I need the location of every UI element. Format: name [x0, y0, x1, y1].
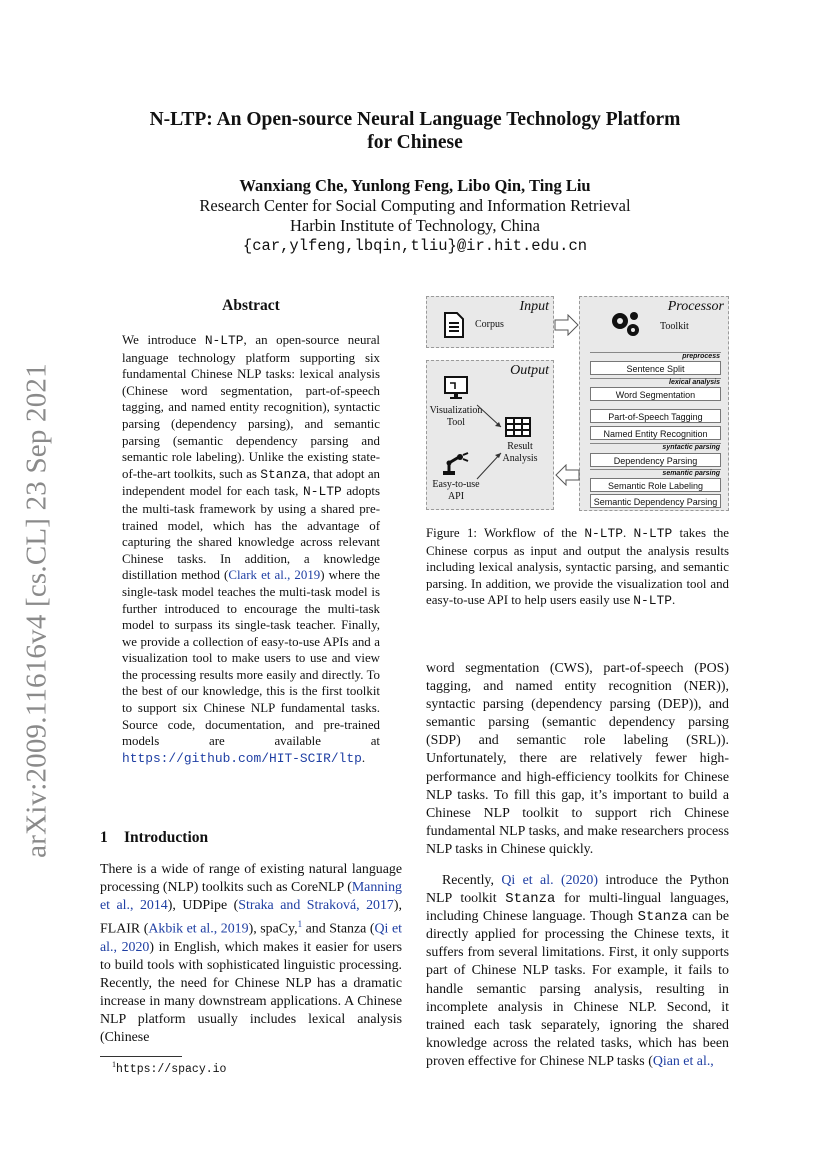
- workflow-figure: [424, 294, 729, 514]
- result-analysis-label: Result Analysis: [502, 441, 538, 464]
- intro-paragraph-continued: word segmentation (CWS), part-of-speech (POS) tagging, and named entity recognition (NER)), syntactic parsing (dependency parsing (DEP)), and semantic parsing (semantic dependency parsing (SDP) and semantic role labeling (SRL)). Unfortunately, there are relatively fewer high-performance and high-efficiency toolkits for Chinese NLP tasks. To fill this gap, it’s important to build a Chinese NLP toolkit to support rich Chinese fundamental NLP tasks, and make researchers process NLP tasks in Chinese quickly.: [426, 661, 729, 857]
- robot-arm-icon: [441, 451, 471, 477]
- task-ner: Named Entity Recognition: [590, 426, 721, 440]
- citation-link[interactable]: Clark et al., 2019: [228, 568, 321, 583]
- citation-link[interactable]: Qian et al.,: [652, 1053, 714, 1069]
- intro-paragraph: There is a wide of range of existing natural language processing (NLP) toolkits such as CoreNLP (Manning et al., 2014), UDPipe (Straka and Straková, 2017), FLAIR (Akbik et al., 2019), spaCy,$^1$ and Stanza (Qi et al., 2020) in English, which makes it easier for users to build tools with sophisticated linguistic processing. Recently, the need for Chinese NLP has a dramatic increase in many downstream applications. A Chinese NLP platform usually includes lexical analysis (Chinese: [100, 862, 403, 1046]
- group-label-semantic: semantic parsing: [662, 470, 720, 477]
- api-label: Easy-to-use API: [432, 479, 480, 502]
- task-semantic-dependency-parsing: Semantic Dependency Parsing: [590, 494, 721, 508]
- corpus-label: Corpus: [475, 319, 504, 330]
- footnote-marker[interactable]: 1: [297, 919, 303, 930]
- right-arrow-icon: [554, 314, 580, 336]
- citation-link[interactable]: Akbik et al., 2019: [148, 921, 249, 937]
- author-names: Wanxiang Che, Yunlong Feng, Libo Qin, Ting Liu: [239, 176, 591, 195]
- abstract-text: We introduce N-LTP, an open-source neural language technology platform supporting six fundamental Chinese NLP tasks: lexical analysis (Chinese word segmentation, part-of-speech tagging, and named entity recognition), syntactic parsing (dependency parsing), and semantic parsing (semantic dependency parsing and semantic role labeling). Unlike the existing state-of-the-art toolkits, such as Stanza, that adopt an independent model for each task, N-LTP adopts the multi-task framework by using a shared pre-trained model, which has the advantage of capturing the shared knowledge across relevant Chinese tasks. In addition, a knowledge distillation method (Clark et al., 2019) where the single-task model teaches the multi-task model is further introduced to encourage the multi-task model to surpass its single-task teacher. Finally, we provide a collection of easy-to-use APIs and a visualization tool to make users to use and view the processing results more easily and directly. To the best of our knowledge, this is the first toolkit to support six Chinese NLP fundamental tasks. Source code, documentation, and pre-trained models are available at https://github.com/HIT-SCIR/ltp.: [122, 333, 381, 766]
- document-icon: [443, 311, 465, 339]
- task-dependency-parsing: Dependency Parsing: [590, 453, 721, 467]
- connector-arrows: [473, 397, 513, 487]
- toolkit-label: Toolkit: [660, 321, 689, 332]
- section-heading-introduction: [100, 829, 208, 847]
- author-block: [100, 176, 730, 256]
- affiliation-line-1: Research Center for Social Computing and Information Retrieval: [199, 196, 631, 215]
- github-link[interactable]: https://github.com/HIT-SCIR/ltp: [122, 750, 362, 766]
- citation-link[interactable]: Qi et al., 2020: [100, 921, 403, 955]
- task-pos-tagging: Part-of-Speech Tagging: [590, 409, 721, 423]
- author-emails: {car,ylfeng,lbqin,tliu}@ir.hit.edu.cn: [242, 237, 588, 255]
- group-label-lexical: lexical analysis: [669, 379, 720, 386]
- arxiv-identifier: arXiv:2009.11616v4 [cs.CL] 23 Sep 2021: [20, 363, 53, 858]
- processor-panel: [579, 296, 729, 511]
- footnote-rule: [100, 1056, 182, 1057]
- visualization-tool-label: Visualization Tool: [429, 405, 483, 428]
- footnote-url[interactable]: https://spacy.io: [116, 1062, 227, 1076]
- left-arrow-icon: [554, 464, 580, 486]
- section-number: 1: [100, 829, 108, 846]
- citation-link[interactable]: Straka and Straková, 2017: [238, 898, 394, 914]
- input-panel: [426, 296, 554, 348]
- intro-paragraph-2: Recently, Qi et al. (2020) introduce the Python NLP toolkit Stanza for multi-lingual languages, including Chinese language. Though Stanza can be directly applied for processing the Chinese texts, it suffers from several limitations. First, it only supports part of Chinese NLP tasks. For example, it fails to handle semantic parsing analysis, resulting in incomplete analysis in Chinese NLP. Second, it trained each task separately, ignoring the shared knowledge across the related tasks, which has been proven effective for Chinese NLP tasks (Qian et al.,: [426, 873, 729, 1069]
- section-title: Introduction: [124, 829, 209, 846]
- processor-title: Processor: [667, 299, 724, 314]
- figure-caption: Figure 1: Workflow of the N-LTP. N-LTP takes the Chinese corpus as input and output the analysis results including lexical analysis, syntactic parsing, and semantic parsing. In addition, we provide the visualization tool and easy-to-use API to help users easily use N-LTP.: [426, 526, 730, 609]
- title-line-2: for Chinese: [367, 132, 463, 153]
- monitor-icon: [443, 375, 469, 401]
- abstract-heading: Abstract: [222, 297, 280, 314]
- task-semantic-role-labeling: Semantic Role Labeling: [590, 478, 721, 492]
- citation-link[interactable]: Manning et al., 2014: [100, 880, 402, 914]
- task-sentence-split: Sentence Split: [590, 361, 721, 375]
- group-label-preprocess: preprocess: [682, 353, 720, 360]
- paper-title: [100, 108, 730, 154]
- gears-icon: [608, 309, 642, 339]
- citation-link[interactable]: Qi et al. (2020): [501, 873, 598, 888]
- group-label-syntactic: syntactic parsing: [662, 444, 720, 451]
- title-line-1: N-LTP: An Open-source Neural Language Technology Platform: [149, 109, 681, 130]
- output-title: Output: [510, 363, 549, 378]
- input-title: Input: [519, 299, 549, 314]
- task-word-segmentation: Word Segmentation: [590, 387, 721, 401]
- affiliation-line-2: Harbin Institute of Technology, China: [290, 216, 540, 235]
- footnote: $^1$https://spacy.io: [112, 1060, 227, 1076]
- output-panel: [426, 360, 554, 510]
